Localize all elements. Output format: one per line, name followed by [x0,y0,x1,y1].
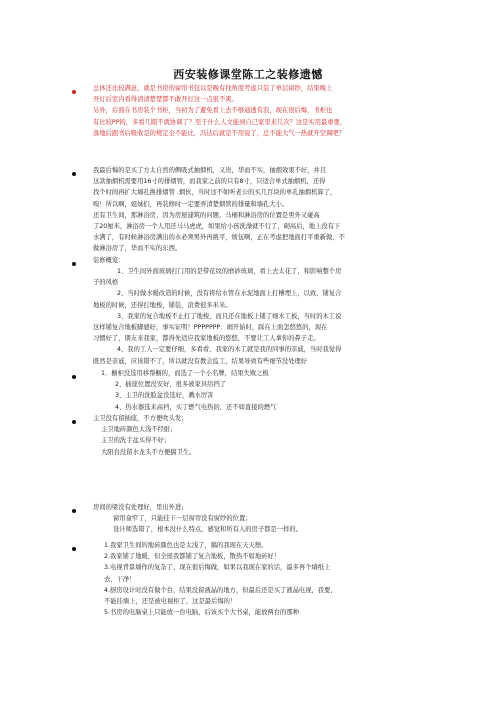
section-paragraph [93,368,276,413]
bullet-dot [72,90,76,94]
bullet-dot [72,375,76,379]
text-line: 子的风格 [93,279,119,287]
section-heading: 装修概览： [93,257,125,264]
text-line: 主卫的洗手盆买得不好； [101,437,171,445]
text-line: 这样铺复合地板脚感好，事实证明！PPPPPPP．闹开始时，踩在上面怎悠悠的，现在 [93,324,328,332]
bullet-dot [72,420,76,424]
text-line: 大阳台没留水龙头不方便搞卫生。 [101,448,196,456]
intro-paragraph [93,83,346,139]
section-heading: 主卫没有留插座，不方便吹头发； [93,415,188,422]
text-line: 这款抽烟机需要用16寸的排烟管，而我家之前的只有8寸，只适合单式抽烟机，还得 [93,178,326,186]
section-heading: 房间的梁没有处理好，里出外进； [93,504,188,511]
bullet-dot [72,547,76,551]
text-line: 总体还比较满意，就是书房的窗帘书包以是晚有找角度考虑只装了单层窗纱，结果晚上 [93,85,333,92]
text-line: 4、我的工人一定要仔细，多看看，我家的木工就是我的同事的亲戚，当时我觉得 [117,346,342,354]
section-paragraph [104,540,337,618]
text-line: 主卫地砖颜色太浅不经脏； [101,426,177,434]
text-line: 还有卫生间，那淋浴房，因为房屋建筑的问题，马桶和淋浴房的位置是男外又碰高 [93,211,320,219]
text-line: 我最后悔的是买了方太自然的侧吸式抽烟机，又贵，华而不实，抽烟效果不好，并且 [93,167,326,174]
text-line: 4.厨房设计时没有做个台，结果没留液晶的地方，但最后还是买了液晶电视，我要， [104,586,337,594]
text-line: 3.电视背景墙作的复杂了，现在很后悔做，如果以我现在家的话，最多再个墙纸上 [104,564,331,572]
text-line: 去，干净！ [104,575,136,583]
text-line: 了20厘米，淋浴房一个人用还马马虎虎，如果给小孩洗澡就不行了，砌高后，地上没有下 [93,223,341,231]
text-line: 地板的时候，还得打地梭，铺装，浪费很多米米。 [93,301,232,309]
text-line: 1、卫生间外面玻璃打门用的是带花纹的磨砂玻璃，看上去太花了，和影响整个房 [117,268,342,275]
bullet-dot [72,509,76,513]
text-line: 窗帘盒窄了，只能挂下一层窗帘没有窗纱的位置； [113,515,252,523]
text-line: 既然是亲戚，应该错不了，所以就没有教会监工，结果导致有些细节没处理好 [93,357,308,365]
text-line: 不能挂墙上，还是被电视柜了，这是最后悔的！ [104,598,237,606]
bullet-dot [72,262,76,266]
section-paragraph [93,502,302,536]
text-line: 习惯好了，朋友来我家，都得先适应我家地板的悠悠，不要让工人拿你的鼻子走。 [93,335,320,343]
text-line: 3、我家的复合地板不止打了地梭，而且还在地板上铺了细木工板，当时的木工说 [117,312,342,320]
text-line: 4、热水器选来高档，买了燃气电热的，还不如直接的燃气 [115,403,277,411]
text-line: 另外，后面在书房装个书柜，当初为了避免看上去不够通透有浪，现在很后悔，书柜也 [93,107,333,115]
text-line: 1.我家卫生间的地砖颜色也是太浅了，搞的我现在天天擦。 [104,542,268,549]
text-line: 水满了，有时候淋浴房满出的水必须男外再挑平，烦伍啊，正在考虑把地面打平重新做，不 [93,234,345,242]
section-heading: 1．橱柜没选用移帮橱的，而选了一个小名牌，结果失败之极 [101,370,269,377]
section-paragraph [93,413,195,458]
bullet-dot [72,172,76,176]
text-line: 开灯后室内看得清清楚楚都不敢开灯这一点很不爽。 [93,96,238,104]
section-paragraph [93,165,345,255]
text-line: 落地后跟书后吸收是的规定全不能比，冯达后就是不用说了，总不能大气一热就开空调吧？ [93,129,345,137]
text-line: 嗅！所以啊，姐妹们，再装修时一定要弄清楚烟管的排量和墙孔大小。 [93,200,289,208]
text-line: 做淋浴房了，华而不实的东西。 [93,245,182,253]
text-line: 设计师选错了，根本没什么特点，感觉和所有人的房子都是一样的。 [113,526,302,534]
text-line: 3、主卫的洗脸盆没选好，溅水厉害 [115,392,214,400]
text-line: 有比较PP的，多看几眼不就协调了？至于什么人文能到自己家里来几次？这是实用最重要， [93,118,347,126]
section-paragraph [93,255,124,266]
section-paragraph [93,266,341,367]
text-line: 2.我家铺了地暖，但全屋我都铺了复合地板，散热不如地砖好！ [104,553,281,561]
text-line: 2、当时做水暖改造的时候，没有将给水管在水泥地面上打槽埋上，以致，铺复合 [117,290,342,298]
text-line: 5.书房的电脑桌上只能放一台电脑，后该买个大书桌，能放两台的那种 [104,609,299,617]
text-line: 找个时间再扩大墙孔换排烟管 .烟伙，当时这不如听老公的买几百块的单孔抽烟机算了， [93,189,337,197]
text-line: 2、插座位置没安好，很多被家具给挡了 [115,381,227,389]
page-title: 西安装修课堂陈工之装修遗憾 [173,68,323,81]
